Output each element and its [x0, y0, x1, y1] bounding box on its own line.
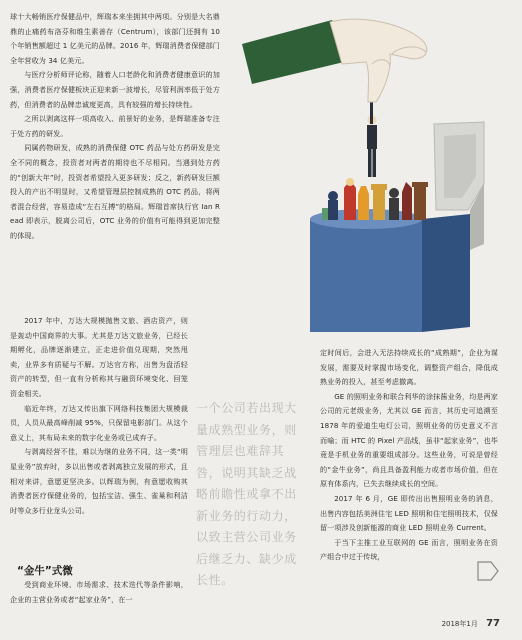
paragraph: 受到商业环境、市场需求、技术迭代等条件影响，企业的主营业务或者“起家业务”，在一 [10, 580, 188, 604]
paragraph: 临近年终，万达又传出旗下网络科技集团大规模裁员，人员从最高峰削减 95%，只保留电影部门。从这个意义上，其布局未来的数字化业务或已成弃子。 [10, 403, 188, 442]
paragraph: GE 的照明业务和联合利华的涂抹酱业务，均是两家公司的元老级业务，尤其以 GE 而言，其历史可追溯至 1878 年的爱迪生电灯公司，照明业务的历史意义不言而喻；而 HTC 的 Pixel 产品线，虽非“起家业务”，也毕竟是手机业务的重要组成部分。这些业务，可说是曾经的“金牛业务”，尚且具备盈利能力或者市场价值，但在原有体系内，已失去继续成长的空间。 [320, 391, 498, 489]
left-column-top [10, 10, 220, 244]
page-footer [442, 618, 500, 629]
paragraph: 同属药物研发，成熟的消费保健 OTC 药品与处方药研发是完全不同的概念，投资者对两者的期待也不尽相同。当遇到处方药的“创新大年”时，投资者希望投入更多研发；反之，新药研发巨额投入的产出不明显时，又希望管理层控制成熟的 OTC 药品，将两者混合经营，容易造成“左右互搏”的格局。辉瑞首席执行官 Ian Read 即表示，脱离公司后，OTC 业务的价值有可能得到更加完整的体现。 [10, 143, 220, 240]
page-number: 77 [486, 618, 500, 629]
paragraph: 于当下主推工业互联网的 GE 而言，照明业务在资产组合中过于传统， [320, 537, 498, 562]
next-page-arrow-icon [477, 560, 499, 582]
paragraph: 与医疗分析师评论称，随着人口老龄化和消费者健康意识的加强，消费者医疗保健板块正迎来新一波增长，尽管利润率低于处方药，但消费者的品牌忠诚度更高，具有较强的增长持续性。 [10, 70, 220, 109]
businessman-icon [367, 102, 377, 177]
issue-date: 2018年1月 [441, 620, 478, 628]
pull-quote: 一个公司若出现大量成熟型业务，则管理层也难辞其咎，说明其缺乏战略前瞻性或拿不出新业务的行动力，以致主营公司业务后继乏力、缺少成长性。 [196, 401, 297, 587]
paragraph: 2017 年中，万达大规模抛售文旅、酒店资产，则是轰动中国商界的大事。尤其是万达文旅业务，已经长期孵化，品牌逐渐建立，正走进价值兑现期，突然甩卖，业界多有质疑与不解。万达官方称，出售为盘活轻资产的转型，但一直有分析称其与融资环境变化、回笼资金相关。 [10, 316, 188, 398]
section-subhead: “金牛”式微 [17, 565, 73, 577]
paragraph: 之所以剥离这样一项高收入、前景好的业务，是辉瑞准备专注于处方药的研发。 [10, 114, 220, 138]
paragraph: 定时间后，会进入无法持续成长的“成熟期”，企业为谋发展，需要及时掌握市场变化，调整资产组合，降低成熟业务的投入，甚至考虑撤离。 [320, 348, 498, 387]
hand-pulling-businessman-illustration [222, 14, 522, 344]
open-box-icon [310, 122, 484, 332]
paragraph: 与剥离经营不佳，难以为继的业务不同，这一类“明星业务”放弃时，多以出售或者剥离独立发展的形式，且相对来讲，意愿更坚决多。以辉瑞为例，有意愿收购其消费者医疗保健业务的，包括宝洁、强生、雀巢和利洁时等众多行业龙头公司。 [10, 447, 188, 515]
hand-icon [242, 19, 427, 102]
left-column-after-subhead [10, 578, 188, 607]
paragraph: 2017 年 6 月，GE 即传出出售照明业务的消息，出售内容包括美洲住宅 LED 照明和住宅照明技术，仅保留一项涉及创新能源的商业 LED 照明业务 Current。 [320, 493, 498, 533]
left-column-bottom [10, 314, 188, 518]
right-column [320, 346, 498, 565]
paragraph: 球十大畅销医疗保健品中，辉瑞本来坐拥其中两项。分别是大名鼎鼎的止痛药布洛芬和维生素善存（Centrum），该部门还拥有 10 个年销售额超过 1 亿美元的品牌。2016 年，辉瑞消费者保健部门全年营收为 34 亿美元。 [10, 12, 220, 65]
